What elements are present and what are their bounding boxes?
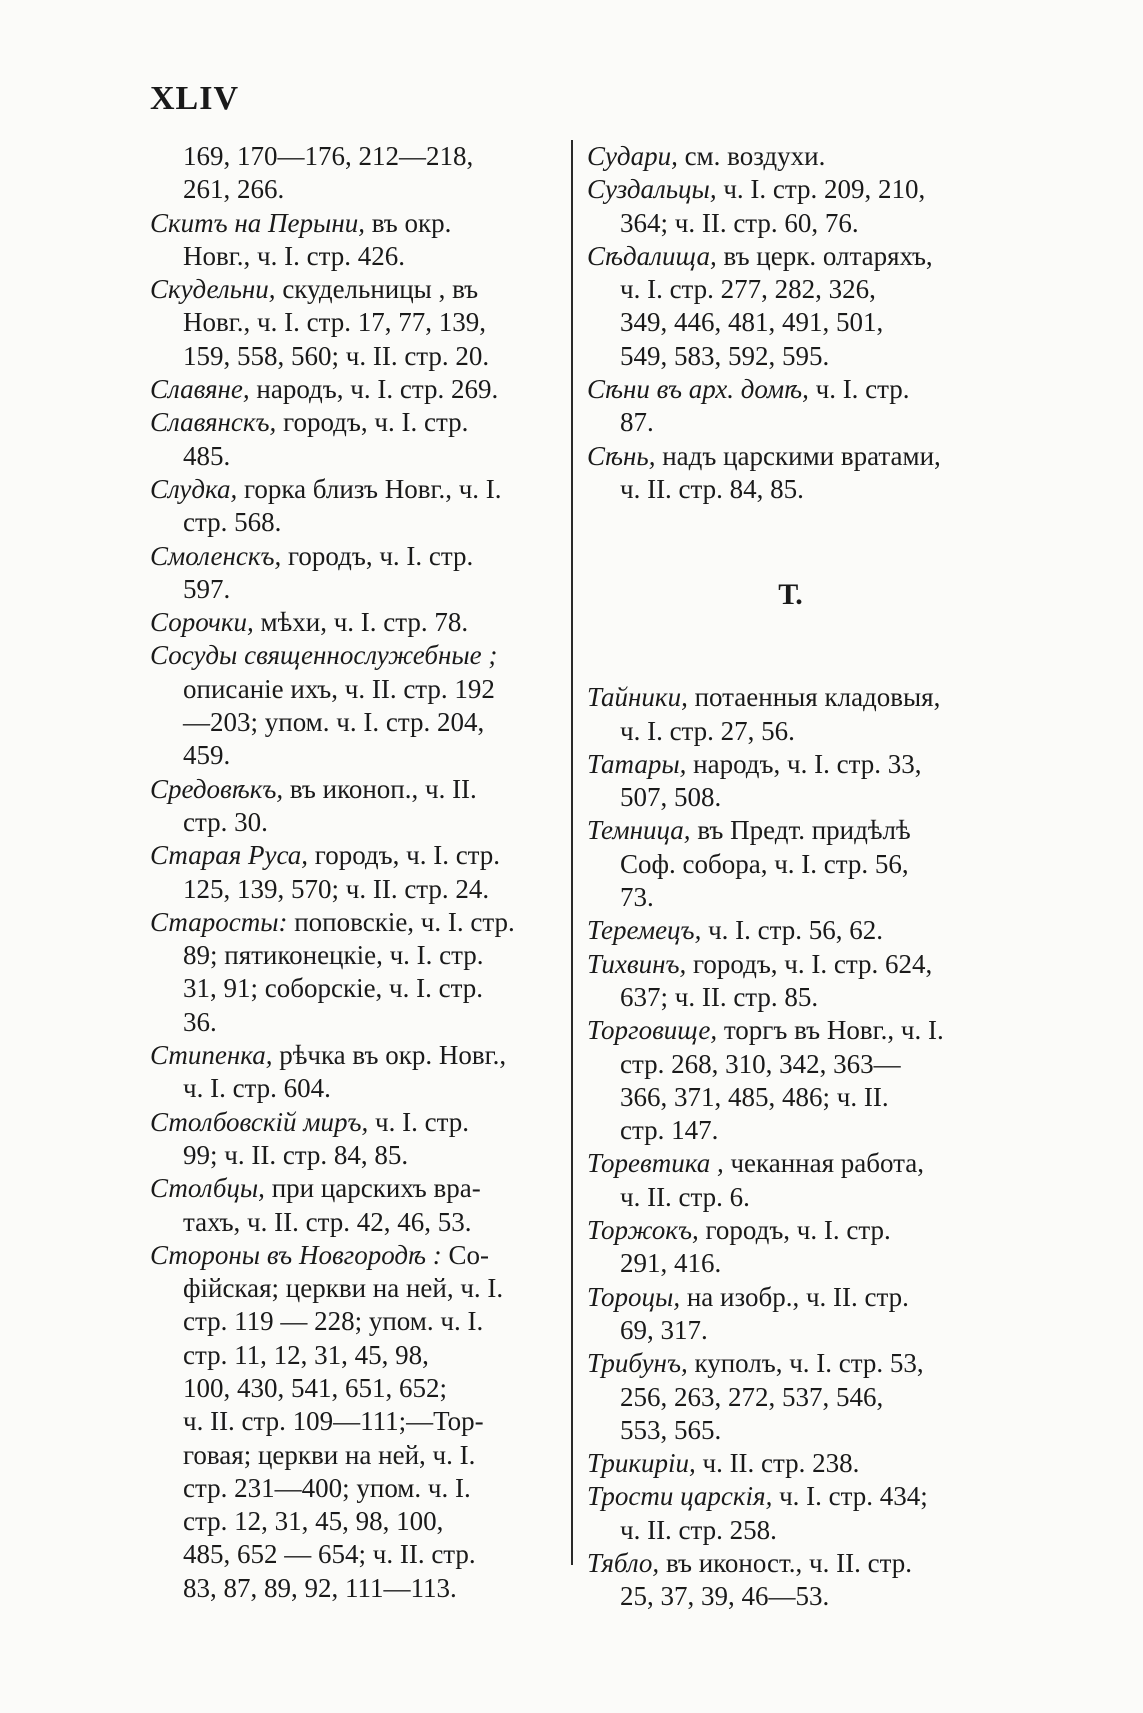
entry-text: описаніе ихъ, ч. II. стр. 192 [183,673,495,704]
entry-line [587,1447,994,1480]
entry-line [150,806,556,839]
index-entry [587,1547,994,1614]
entry-line [150,1439,556,1472]
entry-line [587,1048,994,1081]
entry-line [150,540,556,573]
entry-text: см. воздухи. [684,141,826,171]
entry-line [587,273,994,306]
index-entry [150,140,556,207]
entry-line [587,473,994,506]
entry-text: 485. [183,440,231,471]
entry-line [150,1305,556,1338]
entry-text: ч. II. стр. 84, 85. [620,473,804,504]
entry-headword: Сорочки, [150,607,254,638]
entry-text: стр. 231—400; упом. ч. I. [183,1472,471,1503]
entry-line [150,240,556,273]
index-entry [150,406,556,473]
entry-line [150,1239,556,1272]
index-entry [150,207,556,274]
entry-line [150,1472,556,1505]
entry-text: городъ, ч. I. стр. [705,1215,891,1246]
entry-headword: Судари, [587,141,678,171]
entry-line [150,406,556,439]
entry-line [150,506,556,539]
entry-text: 83, 87, 89, 92, 111—113. [183,1572,457,1603]
entry-text: 256, 263, 272, 537, 546, [620,1381,884,1412]
entry-text: ч. I. стр. 56, 62. [708,915,884,946]
entry-text: 485, 652 — 654; ч. II. стр. [183,1539,476,1570]
entry-line [150,1039,556,1072]
entry-headword: Торевтика , [587,1148,724,1179]
entry-text: ч. I. стр. [375,1106,469,1137]
entry-line [587,1281,994,1314]
entry-text: городъ, ч. I. стр. 624, [692,948,933,979]
entry-text: народъ, ч. I. стр. 33, [693,748,922,779]
page-number: XLIV [150,80,240,117]
index-entry [150,1039,556,1106]
entry-text: —203; упом. ч. I. стр. 204, [183,707,485,738]
entry-text: ч. II. стр. 238. [702,1448,860,1479]
entry-text: 349, 446, 481, 491, 501, [620,307,884,338]
entry-line [150,906,556,939]
index-entry [150,839,556,906]
entry-text: 553, 565. [620,1414,722,1445]
entry-headword: Теремецъ, [587,915,702,946]
entry-headword: Трости царскія, [587,1481,773,1512]
entry-line [150,440,556,473]
entry-text: ч. I. стр. 277, 282, 326, [620,274,876,305]
entry-line [150,306,556,339]
entry-text: 597. [183,573,231,604]
entry-text: Соф. собора, ч. I. стр. 56, [620,848,909,879]
entry-line [150,140,556,173]
entry-headword: Сѣдалища, [587,240,717,271]
index-entry [587,1480,994,1547]
index-entry [150,473,556,540]
entry-line [587,373,994,406]
entry-headword: Сѣнь, [587,440,656,471]
entry-line [150,939,556,972]
entry-text: потаенныя кладовыя, [694,682,941,713]
column-divider [571,140,573,1565]
index-entry [150,1172,556,1239]
entry-line [587,715,994,748]
entry-text: въ Предт. придѣлѣ [697,815,911,846]
entry-line [150,639,556,672]
entry-text: 36. [183,1006,217,1037]
entry-headword: Славянскъ, [150,407,277,438]
entry-text: городъ, ч. I. стр. [283,407,469,438]
entry-line [150,606,556,639]
entry-line [150,706,556,739]
entry-line [150,1272,556,1305]
entry-line [587,1247,994,1280]
index-entry [587,240,994,373]
entry-line [150,1006,556,1039]
entry-text: ч. I. стр. 434; [779,1481,928,1512]
entry-text: стр. 268, 310, 342, 363— [620,1048,901,1079]
entry-text: 159, 558, 560; ч. II. стр. 20. [183,340,490,371]
index-entry [587,440,994,507]
entry-line [587,1414,994,1447]
entry-text: въ иконост., ч. II. стр. [665,1547,912,1578]
entry-line [150,1072,556,1105]
entry-headword: Столбцы, [150,1173,265,1204]
entry-line [587,440,994,473]
entry-text: ч. I. стр. 27, 56. [620,715,795,746]
entry-text: въ церк. олтаряхъ, [723,240,933,271]
entry-text: при царскихъ вра- [271,1173,481,1204]
index-entry [150,273,556,373]
entry-line [587,140,994,173]
entry-line [587,948,994,981]
index-column-right [587,140,994,1614]
section-letter: Т. [778,578,803,612]
entry-text: 549, 583, 592, 595. [620,340,830,371]
index-entry [587,814,994,914]
entry-text: Со- [448,1239,490,1270]
index-section-s [587,140,994,506]
entry-text: стр. 12, 31, 45, 98, 100, [183,1506,444,1537]
entry-line [150,773,556,806]
index-entry [587,914,994,947]
entry-headword: Средовѣкъ, [150,773,284,804]
entry-line [150,1106,556,1139]
entry-text: 125, 139, 570; ч. II. стр. 24. [183,873,490,904]
index-entry [587,1014,994,1147]
entry-headword: Тябло, [587,1547,660,1578]
entry-headword: Темница, [587,815,691,846]
entry-text: ч. I. стр. [815,374,910,405]
entry-headword: Торжокъ, [587,1215,699,1246]
entry-headword: Торговище, [587,1015,718,1046]
entry-text: стр. 568. [183,507,282,538]
index-entry [150,906,556,1039]
entry-text: горка близъ Новг., ч. I. [243,473,502,504]
entry-text: ч. I. стр. 604. [183,1073,331,1104]
entry-line [587,848,994,881]
entry-headword: Скудельни, [150,274,276,305]
entry-line [587,1014,994,1047]
entry-line [150,473,556,506]
entry-line [150,373,556,406]
entry-text: 364; ч. II. стр. 60, 76. [620,207,859,238]
entry-line [150,1405,556,1438]
index-entry [150,773,556,840]
entry-headword: Сѣни въ арх. домѣ, [587,374,809,405]
index-entry [150,606,556,639]
index-entry [150,540,556,607]
entry-line [587,1514,994,1547]
entry-headword: Смоленскъ, [150,540,282,571]
entry-headword: Трикиріи, [587,1448,696,1479]
entry-headword: Тороцы, [587,1281,681,1312]
entry-line [150,207,556,240]
entry-text: 69, 317. [620,1314,708,1345]
entry-line [587,207,994,240]
entry-text: 99; ч. II. стр. 84, 85. [183,1139,409,1170]
entry-headword: Суздальцы, [587,174,717,205]
entry-line [587,306,994,339]
entry-text: Новг., ч. I. стр. 17, 77, 139, [183,307,486,338]
entry-text: 291, 416. [620,1248,722,1279]
entry-headword: Сосуды священнослужебные ; [150,640,498,671]
entry-text: ч. II. стр. 109—111;—Тор- [183,1406,484,1437]
entry-text: 169, 170—176, 212—218, [183,141,474,171]
entry-line [150,1339,556,1372]
entry-text: куполъ, ч. I. стр. 53, [694,1348,924,1379]
entry-line [587,1181,994,1214]
entry-line [587,1347,994,1380]
entry-text: рѣчка въ окр. Новг., [279,1040,507,1071]
entry-line [150,573,556,606]
entry-line [587,1381,994,1414]
entry-text: скудельницы , въ [282,274,479,305]
entry-line [587,748,994,781]
index-entry [150,639,556,772]
entry-text: торгъ въ Новг., ч. I. [723,1015,944,1046]
entry-line [150,173,556,206]
entry-text: ч. II. стр. 258. [620,1514,777,1545]
index-section-t [587,681,994,1613]
entry-headword: Старая Руса, [150,840,309,871]
entry-text: говая; церкви на ней, ч. I. [183,1439,476,1470]
index-entry [587,748,994,815]
entry-text: стр. 11, 12, 31, 45, 98, [183,1339,429,1370]
entry-headword: Слудка, [150,473,238,504]
entry-text: фійская; церкви на ней, ч. I. [183,1273,504,1304]
entry-text: 89; пятиконецкіе, ч. I. стр. [183,940,484,971]
entry-line [587,914,994,947]
entry-headword: Трибунъ, [587,1348,688,1379]
entry-text: 100, 430, 541, 651, 652; [183,1372,448,1403]
entry-headword: Тихвинъ, [587,948,687,979]
entry-text: городъ, ч. I. стр. [314,840,501,871]
entry-line [587,881,994,914]
entry-headword: Славяне, [150,374,250,405]
entry-line [150,739,556,772]
entry-line [587,681,994,714]
entry-line [587,240,994,273]
entry-line [587,1114,994,1147]
entry-headword: Старосты: [150,906,288,937]
entry-line [587,406,994,439]
index-entry [587,1214,994,1281]
index-entry [587,140,994,173]
entry-line [150,1538,556,1571]
entry-text: въ иконоп., ч. II. [289,773,477,804]
entry-line [150,1139,556,1172]
entry-line [150,673,556,706]
entry-line [587,1480,994,1513]
entry-line [150,1372,556,1405]
entry-line [150,1206,556,1239]
entry-text: народъ, ч. I. стр. 269. [256,374,499,405]
index-entry [587,948,994,1015]
entry-text: 31, 91; соборскіе, ч. I. стр. [183,973,483,1004]
entry-line [150,273,556,306]
entry-text: 87. [620,407,654,438]
index-entry [150,1106,556,1173]
entry-line [587,1580,994,1613]
entry-line [587,173,994,206]
entry-text: поповскіе, ч. I. стр. [294,906,515,937]
entry-text: стр. 119 — 228; упом. ч. I. [183,1306,484,1337]
entry-line [150,839,556,872]
entry-line [150,1505,556,1538]
entry-text: чеканная работа, [730,1148,924,1179]
index-entry [587,1347,994,1447]
entry-text: 261, 266. [183,174,285,205]
entry-line [587,340,994,373]
entry-line [150,1172,556,1205]
entry-headword: Татары, [587,748,687,779]
entry-text: Новг., ч. I. стр. 426. [183,240,405,271]
entry-text: 73. [620,882,654,913]
entry-line [150,340,556,373]
index-entry [150,1239,556,1605]
entry-line [587,1147,994,1180]
index-entry [587,373,994,440]
entry-text: 25, 37, 39, 46—53. [620,1581,830,1612]
entry-line [150,972,556,1005]
entry-headword: Скитъ на Перыни, [150,207,365,238]
index-entry [587,173,994,240]
entry-line [587,814,994,847]
entry-text: надъ царскими вратами, [662,440,941,471]
entry-text: стр. 30. [183,806,268,837]
entry-text: 637; ч. II. стр. 85. [620,981,819,1012]
entry-line [150,1572,556,1605]
entry-line [587,1081,994,1114]
entry-text: стр. 147. [620,1115,719,1146]
entry-line [587,981,994,1014]
index-entry [150,373,556,406]
index-entry [587,1447,994,1480]
entry-text: мѣхи, ч. I. стр. 78. [260,607,469,638]
entry-text: городъ, ч. I. стр. [288,540,474,571]
index-entry [587,1281,994,1348]
entry-text: ч. I. стр. 209, 210, [723,174,926,205]
entry-text: ч. II. стр. 6. [620,1181,750,1212]
entry-headword: Стипенка, [150,1040,273,1071]
index-column-left [150,140,556,1605]
entry-line [150,873,556,906]
index-entry [587,1147,994,1214]
entry-text: тахъ, ч. II. стр. 42, 46, 53. [183,1206,472,1237]
entry-headword: Столбовскій миръ, [150,1106,369,1137]
index-entry [587,681,994,748]
entry-line [587,1214,994,1247]
entry-text: на изобр., ч. II. стр. [686,1281,909,1312]
entry-headword: Стороны въ Новгородѣ : [150,1239,442,1270]
entry-line [587,781,994,814]
entry-line [587,1547,994,1580]
entry-line [587,1314,994,1347]
entry-text: 507, 508. [620,782,722,813]
entry-text: 459. [183,740,231,771]
entry-text: 366, 371, 485, 486; ч. II. [620,1081,889,1112]
entry-headword: Тайники, [587,682,688,713]
entry-text: въ окр. [371,207,452,238]
